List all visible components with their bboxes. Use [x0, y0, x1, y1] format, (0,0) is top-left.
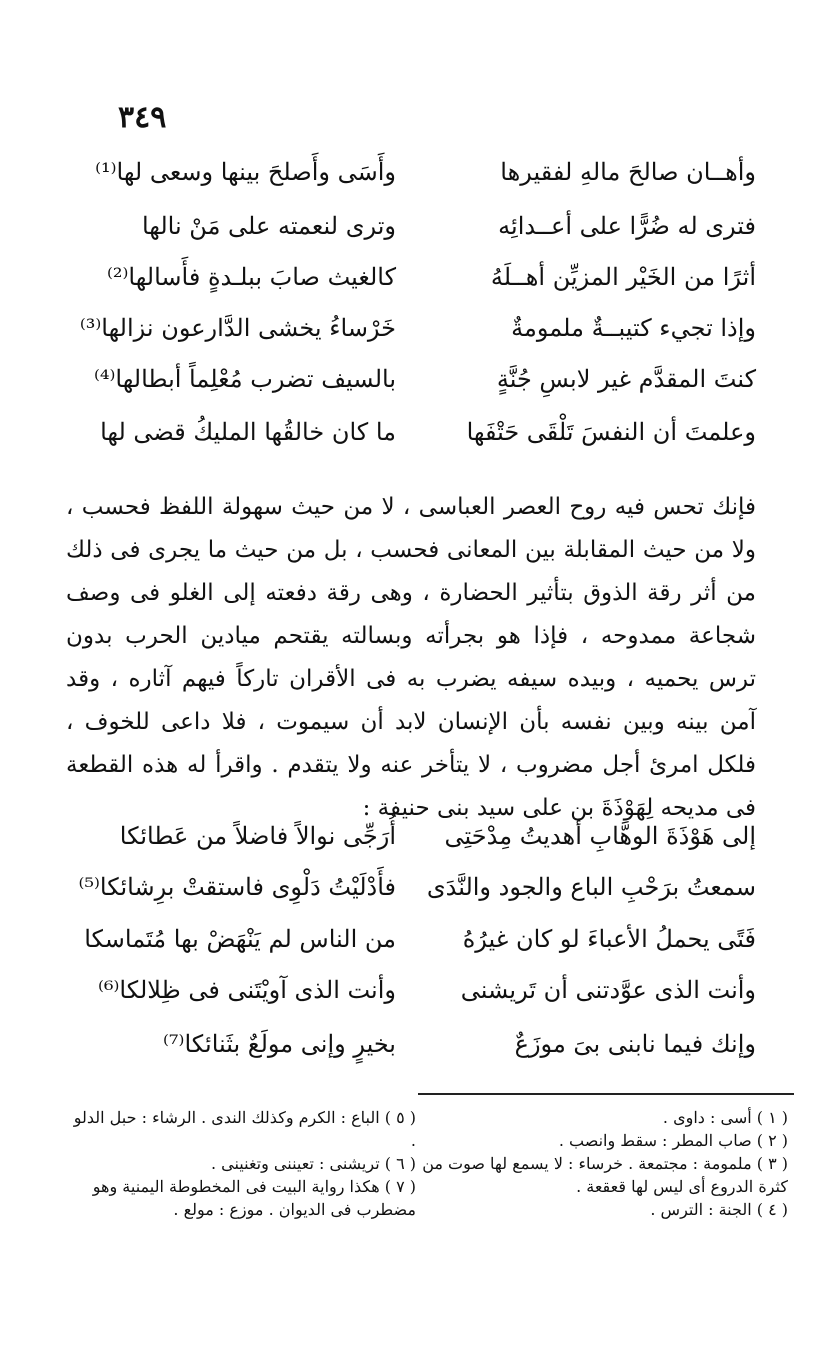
- prose-paragraph: [66, 486, 756, 830]
- footnote: ( ٥ ) الباع : الكرم وكذلك الندى . الرشاء : حبل الدلو .: [73, 1108, 416, 1150]
- footnote: ( ٢ ) صاب المطر : سقط وانصب .: [558, 1131, 788, 1150]
- footnote: ( ٤ ) الجنة : الترس .: [650, 1200, 788, 1219]
- footnotes-right-column: [418, 1106, 788, 1221]
- verse-line: [76, 822, 756, 866]
- verse-line: [76, 263, 756, 307]
- first-hemistich: وعلمتَ أن النفسَ تَلْقَى حَتْفَها: [466, 418, 756, 446]
- first-hemistich: إلى هَوْذَةَ الوهَّابِ أهديتُ مِدْحَتِى: [444, 822, 756, 850]
- second-hemistich: خَرْساءُ يخشى الدَّارعون نزالها⁽³⁾: [79, 314, 396, 342]
- first-hemistich: وإنك فيما نابنى بىَ موزَعٌ: [514, 1030, 756, 1058]
- verse-line: [76, 1030, 756, 1074]
- second-hemistich: بالسيف تضرب مُعْلِماً أبطالها⁽⁴⁾: [93, 365, 396, 393]
- second-hemistich: وترى لنعمته على مَنْ نالها: [141, 212, 396, 240]
- second-hemistich: من الناس لم يَنْهَضْ بها مُتَماسكا: [84, 925, 396, 953]
- footnote: ( ١ ) أسى : داوى .: [662, 1108, 788, 1127]
- footnote: ( ٣ ) ملمومة : مجتمعة . خرساء : لا يسمع لها صوت من كثرة الدروع أى ليس لها قعقعة .: [422, 1154, 788, 1196]
- second-hemistich: وأَسَى وأَصلحَ بينها وسعى لها⁽¹⁾: [95, 158, 396, 186]
- second-hemistich: فأَدْلَيْتُ دَلْوِى فاستقتْ برِشائكا⁽⁵⁾: [78, 873, 396, 901]
- second-hemistich: أُرَجِّى نوالاً فاضلاً من عَطائكا: [119, 822, 396, 850]
- second-hemistich: ما كان خالقُها المليكُ قضى لها: [100, 418, 396, 446]
- footnote: ( ٧ ) هكذا رواية البيت فى المخطوطة اليمنية وهو مضطرب فى الديوان . موزع : مولع .: [92, 1177, 416, 1219]
- footnote: ( ٦ ) تريشنى : تعيننى وتغنينى .: [210, 1154, 416, 1173]
- second-hemistich: كالغيث صابَ ببلـدةٍ فأَسالها⁽²⁾: [107, 263, 396, 291]
- first-hemistich: كنتَ المقدَّم غير لابسِ جُنَّةٍ: [496, 365, 756, 393]
- first-hemistich: وإذا تجيء كتيبــةٌ ملمومةٌ: [511, 314, 756, 342]
- first-hemistich: فترى له ضُرًّا على أعــدائِه: [498, 212, 756, 240]
- verse-line: [76, 314, 756, 358]
- second-hemistich: بخيرٍ وإنى مولَعٌ بثَنائكا⁽⁷⁾: [163, 1030, 396, 1058]
- second-hemistich: وأنت الذى آويْتَنى فى ظِلالكا⁽⁶⁾: [97, 976, 396, 1004]
- footnotes-left-column: [66, 1106, 416, 1221]
- first-hemistich: وأنت الذى عوَّدتنى أن تَريشنى: [460, 976, 756, 1004]
- first-hemistich: سمعتُ برَحْبِ الباع والجود والنَّدَى: [426, 873, 756, 901]
- verse-line: [76, 158, 756, 202]
- paragraph-text: فإنك تحس فيه روح العصر العباسى ، لا من حيث سهولة اللفظ فحسب ، ولا من حيث المقابلة بين المعانى فحسب ، بل من حيث ما يجرى فى ذلك من أثر رقة الذوق بتأثير الحضارة ، وهى رقة دفعته إلى الغلو فى وصف شجاعة ممدوحه ، فإذا هو بجرأته وبسالته يقتحم ميادين الحرب بدون ترس يحميه ، وبيده سيفه يضرب به فى الأقران تاركاً فيهم آثاره ، وقد آمن بينه وبين نفسه بأن الإنسان لابد أن سيموت ، فلا داعى للخوف ، فلكل امرئ أجل مضروب ، لا يتأخر عنه ولا يتقدم . واقرأ له هذه القطعة فى مديحه لِهَوْذَةَ بن على سيد بنى حنيفة :: [66, 494, 756, 821]
- verse-line: [76, 873, 756, 917]
- verse-line: [76, 365, 756, 409]
- first-hemistich: فَتًى يحملُ الأعباءَ لو كان غيرُهُ: [462, 925, 756, 953]
- verse-line: [76, 925, 756, 969]
- verse-line: [76, 976, 756, 1020]
- page-number: ٣٤٩: [118, 100, 167, 135]
- footnote-divider: [418, 1093, 794, 1095]
- verse-line: [76, 418, 756, 462]
- first-hemistich: وأهــان صالحَ مالهِ لفقيرها: [500, 158, 756, 186]
- verse-line: [76, 212, 756, 256]
- first-hemistich: أثرًا من الخَيْر المزيِّن أهــلَهُ: [490, 263, 756, 291]
